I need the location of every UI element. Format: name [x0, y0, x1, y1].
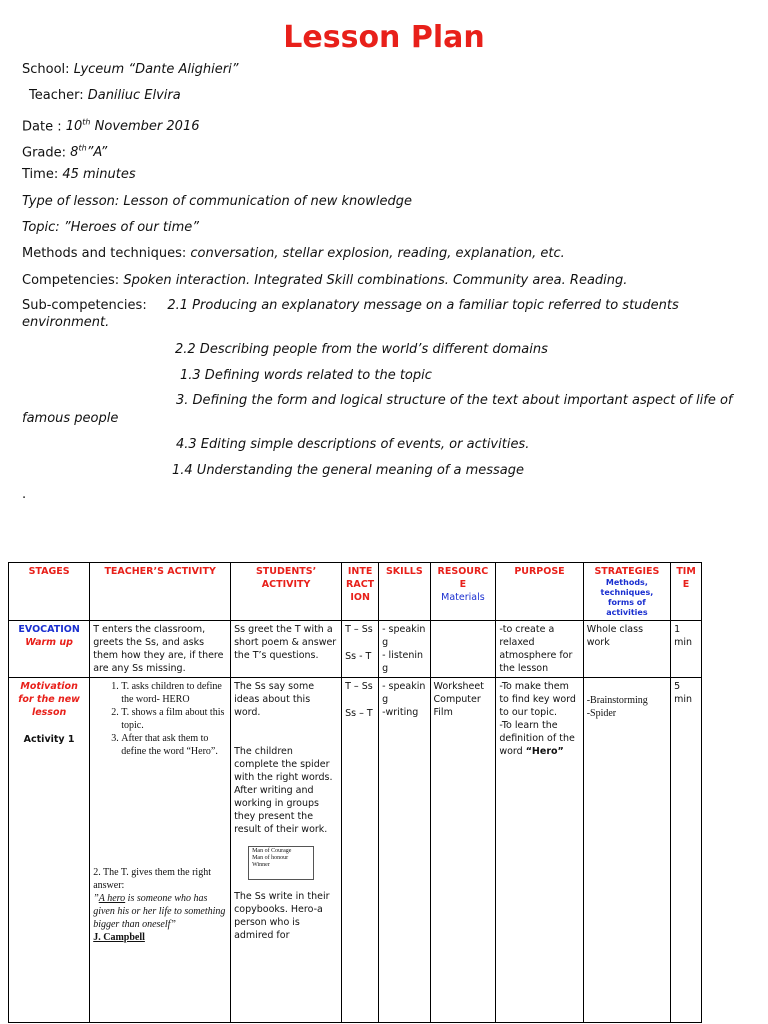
list-item: 2. T. shows a film about this topic. — [121, 706, 227, 732]
skills-cell: - speakin g -writing — [379, 678, 430, 1023]
header-interaction: INTE RACT ION — [342, 563, 379, 621]
interaction-cell: T – Ss Ss – T — [342, 678, 379, 1023]
stage-cell — [9, 678, 90, 1023]
header-stages: STAGES — [9, 563, 90, 621]
methods-line: Methods and techniques: conversation, stellar explosion, reading, explanation, etc. — [22, 246, 565, 261]
students-cell: Ss greet the T with a short poem & answer the T’s questions. — [231, 621, 342, 678]
header-resource-sub: Materials — [441, 592, 485, 603]
quote-author: J. Campbell — [93, 932, 145, 943]
school-value: Lyceum “Dante Alighieri” — [73, 62, 239, 77]
stage-cell — [9, 621, 90, 678]
interaction-cell: T – Ss Ss - T — [342, 621, 379, 678]
teacher-steps-list — [93, 680, 227, 758]
teacher-line: Teacher: Daniliuc Elvira — [29, 88, 181, 103]
date-line: Date : 10th November 2016 — [22, 118, 200, 135]
subcompetency-3: 1.3 Defining words related to the topic — [180, 368, 432, 383]
page-title: Lesson Plan — [283, 20, 485, 55]
time-cell: 5 min — [671, 678, 702, 1023]
topic-line: Topic: ”Heroes of our time” — [22, 220, 199, 235]
table-header-row — [9, 563, 702, 621]
activity-label: Activity 1 — [23, 734, 75, 745]
subcompetency-4-cont: famous people — [22, 411, 119, 426]
purpose-cell: -to create a relaxed atmosphere for the lesson — [496, 621, 583, 678]
header-strategies-sub: Methods, techniques, forms of activities — [600, 578, 654, 617]
subcompetency-2: 2.2 Describing people from the world’s different domains — [175, 342, 548, 357]
students-cell: The Ss say some ideas about this word. The children complete the spider with the right words. After writing and working in groups they present the result of their work. Man of Courage Man of honour Winner The Ss write in their copybooks. Hero-a person who is admired for — [231, 678, 342, 1023]
time-cell: 1 min — [671, 621, 702, 678]
teacher-value: Daniliuc Elvira — [87, 88, 181, 103]
stray-dot: . — [22, 487, 27, 502]
subcompetencies-line: Sub-competencies: 2.1 Producing an explanatory message on a familiar topic referred to students environment. — [22, 298, 679, 330]
header-teacher-activity: TEACHER’S ACTIVITY — [90, 563, 231, 621]
list-item: 3. After that ask them to define the word “Hero”. — [121, 732, 227, 758]
table-row — [9, 621, 702, 678]
hero-quote: ”A hero is someone who has given his or her life to something bigger than oneself” — [93, 893, 226, 930]
teacher-answer-intro: 2. The T. gives them the right answer: — [93, 867, 211, 891]
resource-cell — [430, 621, 496, 678]
teacher-cell: T enters the classroom, greets the Ss, and asks them how they are, if there are any Ss missing. — [90, 621, 231, 678]
header-skills: SKILLS — [379, 563, 430, 621]
spider-words-box: Man of Courage Man of honour Winner — [248, 846, 314, 880]
stage-evocation: EVOCATION — [18, 624, 80, 635]
header-purpose: PURPOSE — [496, 563, 583, 621]
strategies-cell: -Brainstorming -Spider — [583, 678, 670, 1023]
strategies-cell: Whole class work — [583, 621, 670, 678]
time-line: Time: 45 minutes — [22, 167, 136, 182]
list-item: 1. T. asks children to define the word- HERO — [121, 680, 227, 706]
header-strategies: STRATEGIES Methods, techniques, forms of activities — [583, 563, 670, 621]
teacher-cell — [90, 678, 231, 1023]
skills-cell: - speakin g - listenin g — [379, 621, 430, 678]
stage-motivation: Motivation for the new lesson — [18, 681, 80, 718]
purpose-cell: -To make them to find key word to our topic. -To learn the definition of the word “Hero” — [496, 678, 583, 1023]
header-time: TIM E — [671, 563, 702, 621]
type-line: Type of lesson: Lesson of communication of new knowledge — [22, 194, 412, 209]
table-row — [9, 678, 702, 1023]
competencies-line: Competencies: Spoken interaction. Integrated Skill combinations. Community area. Reading. — [22, 273, 628, 288]
subcompetency-6: 1.4 Understanding the general meaning of a message — [172, 463, 525, 478]
lesson-table — [8, 562, 702, 1023]
stage-warmup: Warm up — [25, 637, 73, 648]
school-line: School: Lyceum “Dante Alighieri” — [22, 62, 239, 77]
resource-cell: Worksheet Computer Film — [430, 678, 496, 1023]
header-resource: RESOURC E Materials — [430, 563, 496, 621]
grade-line: Grade: 8th”A” — [22, 144, 108, 161]
subcompetency-5: 4.3 Editing simple descriptions of events, or activities. — [176, 437, 530, 452]
subcompetency-4: 3. Defining the form and logical structure of the text about important aspect of life of — [176, 393, 733, 408]
header-students-activity: STUDENTS’ ACTIVITY — [231, 563, 342, 621]
